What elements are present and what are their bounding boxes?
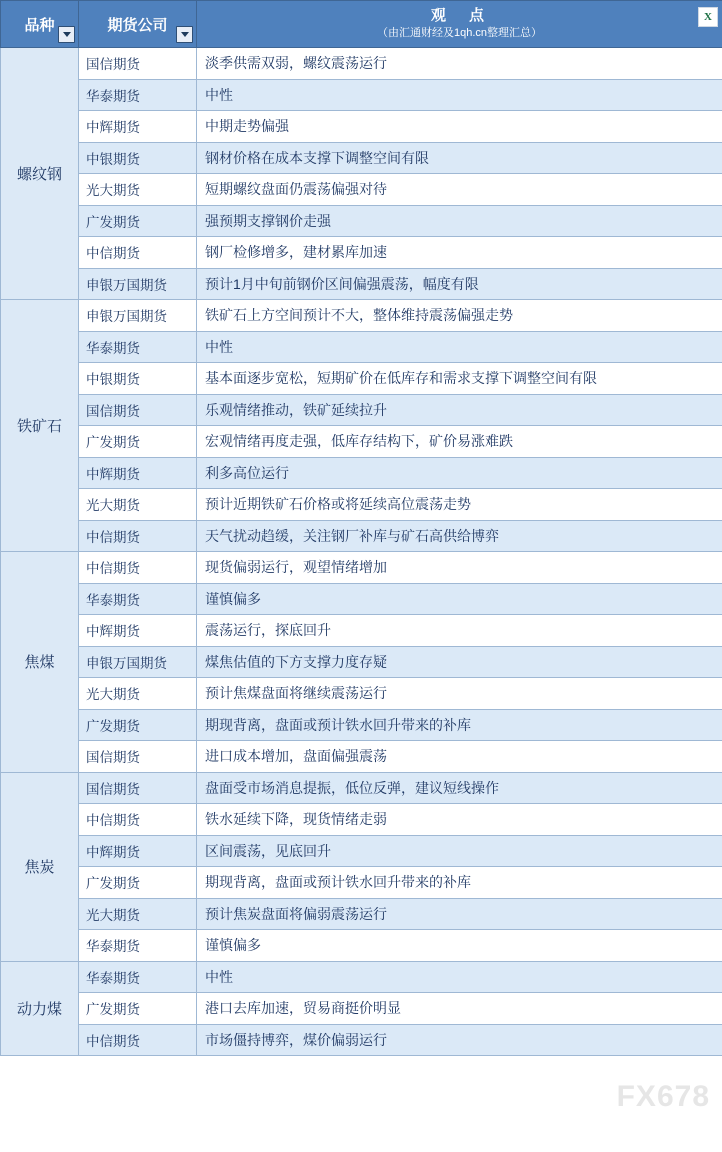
firm-cell: 广发期货 [79,993,197,1025]
firm-cell: 广发期货 [79,205,197,237]
view-cell: 中期走势偏强 [197,111,722,143]
firm-cell: 中辉期货 [79,457,197,489]
firm-cell: 光大期货 [79,898,197,930]
firm-cell: 国信期货 [79,741,197,773]
chevron-down-icon [63,32,71,37]
view-cell: 煤焦估值的下方支撑力度存疑 [197,646,722,678]
table-row [1,426,722,458]
firm-cell: 中辉期货 [79,615,197,647]
column-header-firm [79,1,197,48]
column-header-category [1,1,79,48]
view-cell: 震荡运行，探底回升 [197,615,722,647]
table-row [1,646,722,678]
view-cell: 进口成本增加，盘面偏强震荡 [197,741,722,773]
table-row [1,457,722,489]
table-row [1,804,722,836]
table-row [1,993,722,1025]
firm-cell: 中信期货 [79,804,197,836]
view-cell: 港口去库加速，贸易商挺价明显 [197,993,722,1025]
firm-cell: 华泰期货 [79,331,197,363]
table-row [1,1024,722,1056]
table-row [1,583,722,615]
filter-dropdown-firm[interactable] [176,26,193,43]
category-cell: 焦煤 [1,552,79,773]
category-cell: 焦炭 [1,772,79,961]
column-header-view-subtitle: （由汇通财经及1qh.cn整理汇总） [376,27,543,39]
category-cell: 动力煤 [1,961,79,1056]
view-cell: 中性 [197,79,722,111]
firm-cell: 中信期货 [79,1024,197,1056]
firm-cell: 中信期货 [79,237,197,269]
firm-cell: 光大期货 [79,678,197,710]
firm-cell: 华泰期货 [79,79,197,111]
firm-cell: 中银期货 [79,142,197,174]
table-row [1,898,722,930]
table-row [1,331,722,363]
table-row [1,268,722,300]
table-row [1,79,722,111]
firm-cell: 中银期货 [79,363,197,395]
firm-cell: 华泰期货 [79,583,197,615]
firm-cell: 申银万国期货 [79,300,197,332]
table-row [1,489,722,521]
view-cell: 中性 [197,961,722,993]
view-cell: 期现背离，盘面或预计铁水回升带来的补库 [197,709,722,741]
view-cell: 预计焦炭盘面将偏弱震荡运行 [197,898,722,930]
view-cell: 市场僵持博弈，煤价偏弱运行 [197,1024,722,1056]
view-cell: 淡季供需双弱，螺纹震荡运行 [197,48,722,80]
view-cell: 谨慎偏多 [197,583,722,615]
table-header-row [1,1,722,48]
firm-cell: 广发期货 [79,426,197,458]
firm-cell: 中信期货 [79,552,197,584]
table-row [1,741,722,773]
export-excel-icon[interactable]: X [698,7,718,27]
table-row [1,772,722,804]
firm-cell: 光大期货 [79,174,197,206]
column-header-view [197,1,722,48]
firm-cell: 国信期货 [79,772,197,804]
view-cell: 天气扰动趋缓，关注钢厂补库与矿石高供给博弈 [197,520,722,552]
view-cell: 乐观情绪推动，铁矿延续拉升 [197,394,722,426]
view-cell: 预计1月中旬前钢价区间偏强震荡，幅度有限 [197,268,722,300]
table-row [1,552,722,584]
view-cell: 钢厂检修增多，建材累库加速 [197,237,722,269]
table-row [1,615,722,647]
firm-cell: 申银万国期货 [79,268,197,300]
view-cell: 区间震荡，见底回升 [197,835,722,867]
view-cell: 铁水延续下降，现货情绪走弱 [197,804,722,836]
firm-cell: 光大期货 [79,489,197,521]
view-cell: 预计焦煤盘面将继续震荡运行 [197,678,722,710]
table-row [1,930,722,962]
view-cell: 短期螺纹盘面仍震荡偏强对待 [197,174,722,206]
table-row [1,363,722,395]
view-cell: 现货偏弱运行，观望情绪增加 [197,552,722,584]
table-row [1,520,722,552]
table-row [1,678,722,710]
column-header-view-label: 观 点 [430,7,488,25]
filter-dropdown-category[interactable] [58,26,75,43]
category-cell: 铁矿石 [1,300,79,552]
firm-cell: 中辉期货 [79,835,197,867]
firm-cell: 广发期货 [79,709,197,741]
table-row [1,300,722,332]
firm-cell: 中信期货 [79,520,197,552]
view-cell: 铁矿石上方空间预计不大，整体维持震荡偏强走势 [197,300,722,332]
view-cell: 预计近期铁矿石价格或将延续高位震荡走势 [197,489,722,521]
view-cell: 期现背离，盘面或预计铁水回升带来的补库 [197,867,722,899]
table-row [1,237,722,269]
view-cell: 利多高位运行 [197,457,722,489]
view-cell: 谨慎偏多 [197,930,722,962]
view-cell: 中性 [197,331,722,363]
table-row [1,111,722,143]
view-cell: 宏观情绪再度走强，低库存结构下，矿价易涨难跌 [197,426,722,458]
category-cell: 螺纹钢 [1,48,79,300]
view-cell: 钢材价格在成本支撑下调整空间有限 [197,142,722,174]
view-cell: 基本面逐步宽松，短期矿价在低库存和需求支撑下调整空间有限 [197,363,722,395]
chevron-down-icon [181,32,189,37]
table-row [1,867,722,899]
column-header-category-label: 品种 [24,16,55,34]
firm-cell: 国信期货 [79,394,197,426]
table-row [1,835,722,867]
table-row [1,961,722,993]
table-row [1,709,722,741]
table-row [1,394,722,426]
table-row [1,142,722,174]
firm-cell: 国信期货 [79,48,197,80]
watermark: FX678 [616,1080,710,1113]
firm-cell: 申银万国期货 [79,646,197,678]
firm-cell: 华泰期货 [79,961,197,993]
table-row [1,205,722,237]
view-cell: 强预期支撑钢价走强 [197,205,722,237]
view-cell: 盘面受市场消息提振，低位反弹，建议短线操作 [197,772,722,804]
firm-cell: 华泰期货 [79,930,197,962]
column-header-firm-label: 期货公司 [107,16,168,34]
table-row [1,48,722,80]
table-row [1,174,722,206]
table-body [1,48,722,1056]
firm-cell: 中辉期货 [79,111,197,143]
firm-cell: 广发期货 [79,867,197,899]
